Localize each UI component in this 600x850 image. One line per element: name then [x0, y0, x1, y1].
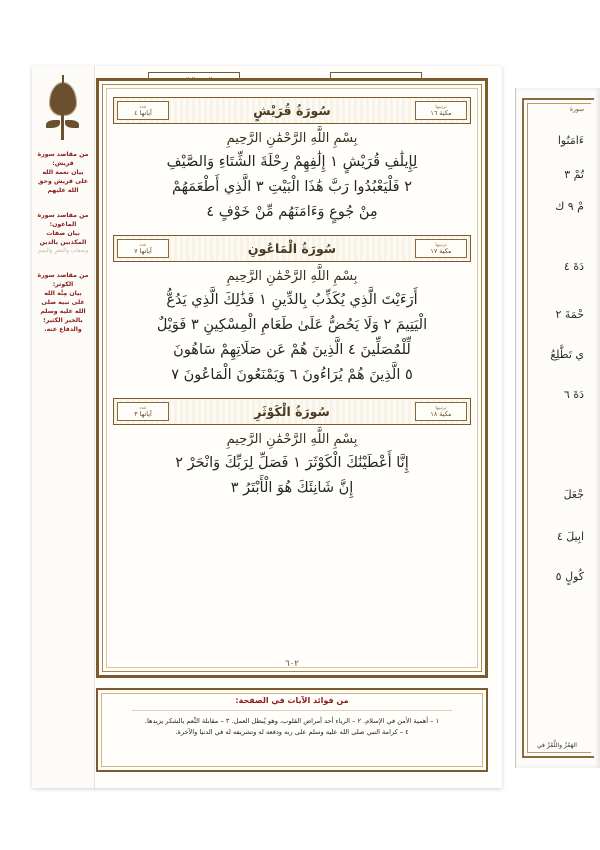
basmala: بِسْمِ اللَّهِ الرَّحْمَٰنِ الرَّحِيمِ	[226, 131, 358, 146]
adjacent-page	[515, 88, 600, 768]
surah-chip-order-label: ترتيبها	[435, 104, 447, 110]
adjacent-text-line: كُولٍ ٥	[555, 570, 584, 583]
surah-chip-order-value: مكية ١٧	[430, 247, 452, 256]
surah-heading-almaun	[113, 235, 471, 262]
adjacent-text-line: ابِيلَ ٤	[556, 530, 584, 543]
ayah-line: الْيَتِيمَ ٢ وَلَا يَحُضُّ عَلَىٰ طَعَامِ الْمِسْكِينِ ٣ فَوَيْلٌ	[156, 317, 428, 333]
surah-chip-order-value: مكية ١٦	[430, 109, 452, 118]
surah-chip-order-label: ترتيبها	[435, 405, 447, 411]
surah-chip-ayat	[117, 101, 169, 120]
adjacent-text-line: تُمْ ٣	[564, 168, 584, 181]
surah-chip-order-label: ترتيبها	[435, 242, 447, 248]
basmala: بِسْمِ اللَّهِ الرَّحْمَٰنِ الرَّحِيمِ	[226, 432, 358, 447]
ayah-line: ٢ فَلْيَعْبُدُوا رَبَّ هَٰذَا الْبَيْتِ ٣ الَّذِي أَطْعَمَهُمْ	[171, 179, 413, 195]
basmala: بِسْمِ اللَّهِ الرَّحْمَٰنِ الرَّحِيمِ	[226, 269, 358, 284]
margin-note	[37, 150, 89, 195]
adjacent-page-header: سورة	[569, 106, 584, 113]
adjacent-text-line: دَةَ ٦	[563, 388, 584, 401]
text-frame	[96, 78, 488, 678]
ayah-line: إِنَّا أَعْطَيْنَٰكَ الْكَوْثَرَ ١ فَصَلِّ لِرَبِّكَ وَانْحَرْ ٢	[175, 455, 409, 471]
surah-chip-ayat	[117, 239, 169, 258]
ayah-line: لِّلْمُصَلِّينَ ٤ الَّذِينَ هُمْ عَن صَلَاتِهِمْ سَاهُونَ	[173, 342, 411, 358]
margin-note-body: بيان نعمة الله على قريش وحق الله عليهم	[37, 169, 89, 194]
footnotes-panel	[96, 688, 488, 772]
surah-chip-ayat-label: عدد	[139, 405, 147, 411]
margin-note-title: من مقاصد سورة الماعون:	[37, 212, 89, 228]
margin-notes	[32, 150, 94, 350]
ayah-line: مِنْ جُوعٍ وَءَامَنَهُم مِّنْ خَوْفٍ ٤	[206, 204, 378, 220]
page-number: ٦٠٢	[285, 659, 299, 669]
adjacent-text-line: ي تَطَّلِعُ	[550, 348, 584, 361]
adjacent-text-line: حْمَةَ ٢	[555, 308, 584, 321]
adjacent-page-frame	[522, 98, 594, 758]
mosque-dome-icon	[40, 78, 86, 148]
footnotes-divider	[132, 710, 452, 711]
surah-chip-ayat-value: آياتها ٧	[134, 247, 152, 256]
surah-chip-ayat-value: آياتها ٣	[134, 410, 152, 419]
margin-note-body: بيان مِنَّة الله على نبيه صلى الله عليه وسلم بالخير الكثير؛ والدفاع عنه.	[40, 290, 86, 333]
surah-chip-ayat-value: آياتها ٤	[134, 109, 152, 118]
margin-note-faint: وصفاتِ والفقرِ واليتيمِ	[37, 248, 89, 254]
ayah-line: ٥ الَّذِينَ هُمْ يُرَاءُونَ ٦ وَيَمْنَعُونَ الْمَاعُونَ ٧	[171, 367, 413, 383]
margin-note	[37, 211, 89, 255]
margin-note-body: بيان صفات المكذبين بالدين	[39, 230, 87, 246]
adjacent-text-line: مْ ٩ ك	[555, 200, 584, 213]
ayah-line: لِإِيلَٰفِ قُرَيْشٍ ١ إِلَٰفِهِمْ رِحْلَةَ الشِّتَاءِ وَالصَّيْفِ	[166, 154, 418, 170]
adjacent-text-line: ءَامَنُوا	[557, 134, 584, 147]
surah-chip-order	[415, 239, 467, 258]
adjacent-page-footnote: الهَمْزُ واللَّمْزُ في	[537, 742, 577, 749]
ayah-line: أَرَءَيْتَ الَّذِي يُكَذِّبُ بِالدِّينِ ١ فَذَٰلِكَ الَّذِي يَدُعُّ	[166, 292, 418, 308]
surah-chip-order	[415, 101, 467, 120]
adjacent-text-line: جْعَلَ	[563, 488, 584, 501]
surah-title: سُورَةُ الْمَاعُونِ	[247, 241, 337, 256]
surah-chip-order	[415, 402, 467, 421]
surah-chip-ayat-label: عدد	[139, 104, 147, 110]
ayah-line: إِنَّ شَانِئَكَ هُوَ الْأَبْتَرُ ٣	[230, 480, 354, 496]
surah-heading-quraysh	[113, 97, 471, 124]
footnotes-title: من فوائد الآيات في الصفحة:	[235, 696, 349, 705]
adjacent-text-line: دَةَ ٤	[563, 260, 584, 273]
surah-title: سُورَةُ الْكَوْثَرِ	[254, 404, 330, 419]
surah-heading-alkawthar	[113, 398, 471, 425]
margin-note-title: من مقاصد سورة قريش:	[37, 151, 89, 167]
margin-note-title: من مقاصد سورة الكوثر:	[37, 272, 89, 288]
text-column	[113, 93, 471, 663]
surah-chip-order-value: مكية ١٨	[430, 410, 452, 419]
footnote-line: ٤ – كرامة النبي صلى الله عليه وسلم على ربه ودفعه له وتشريفه له في الدنيا والآخرة.	[175, 728, 409, 736]
surah-chip-ayat	[117, 402, 169, 421]
footnote-line: ١ – أهمية الأمن في الإسلام. ٢ – الرياء أحد أمراض القلوب، وهو يُبطل العمل. ٣ – مقابلة النِّعم بالشكر يزيدها.	[144, 717, 440, 725]
surah-title: سُورَةُ قُرَيْشٍ	[253, 103, 331, 118]
surah-chip-ayat-label: عدد	[139, 242, 147, 248]
margin-note	[37, 271, 89, 334]
